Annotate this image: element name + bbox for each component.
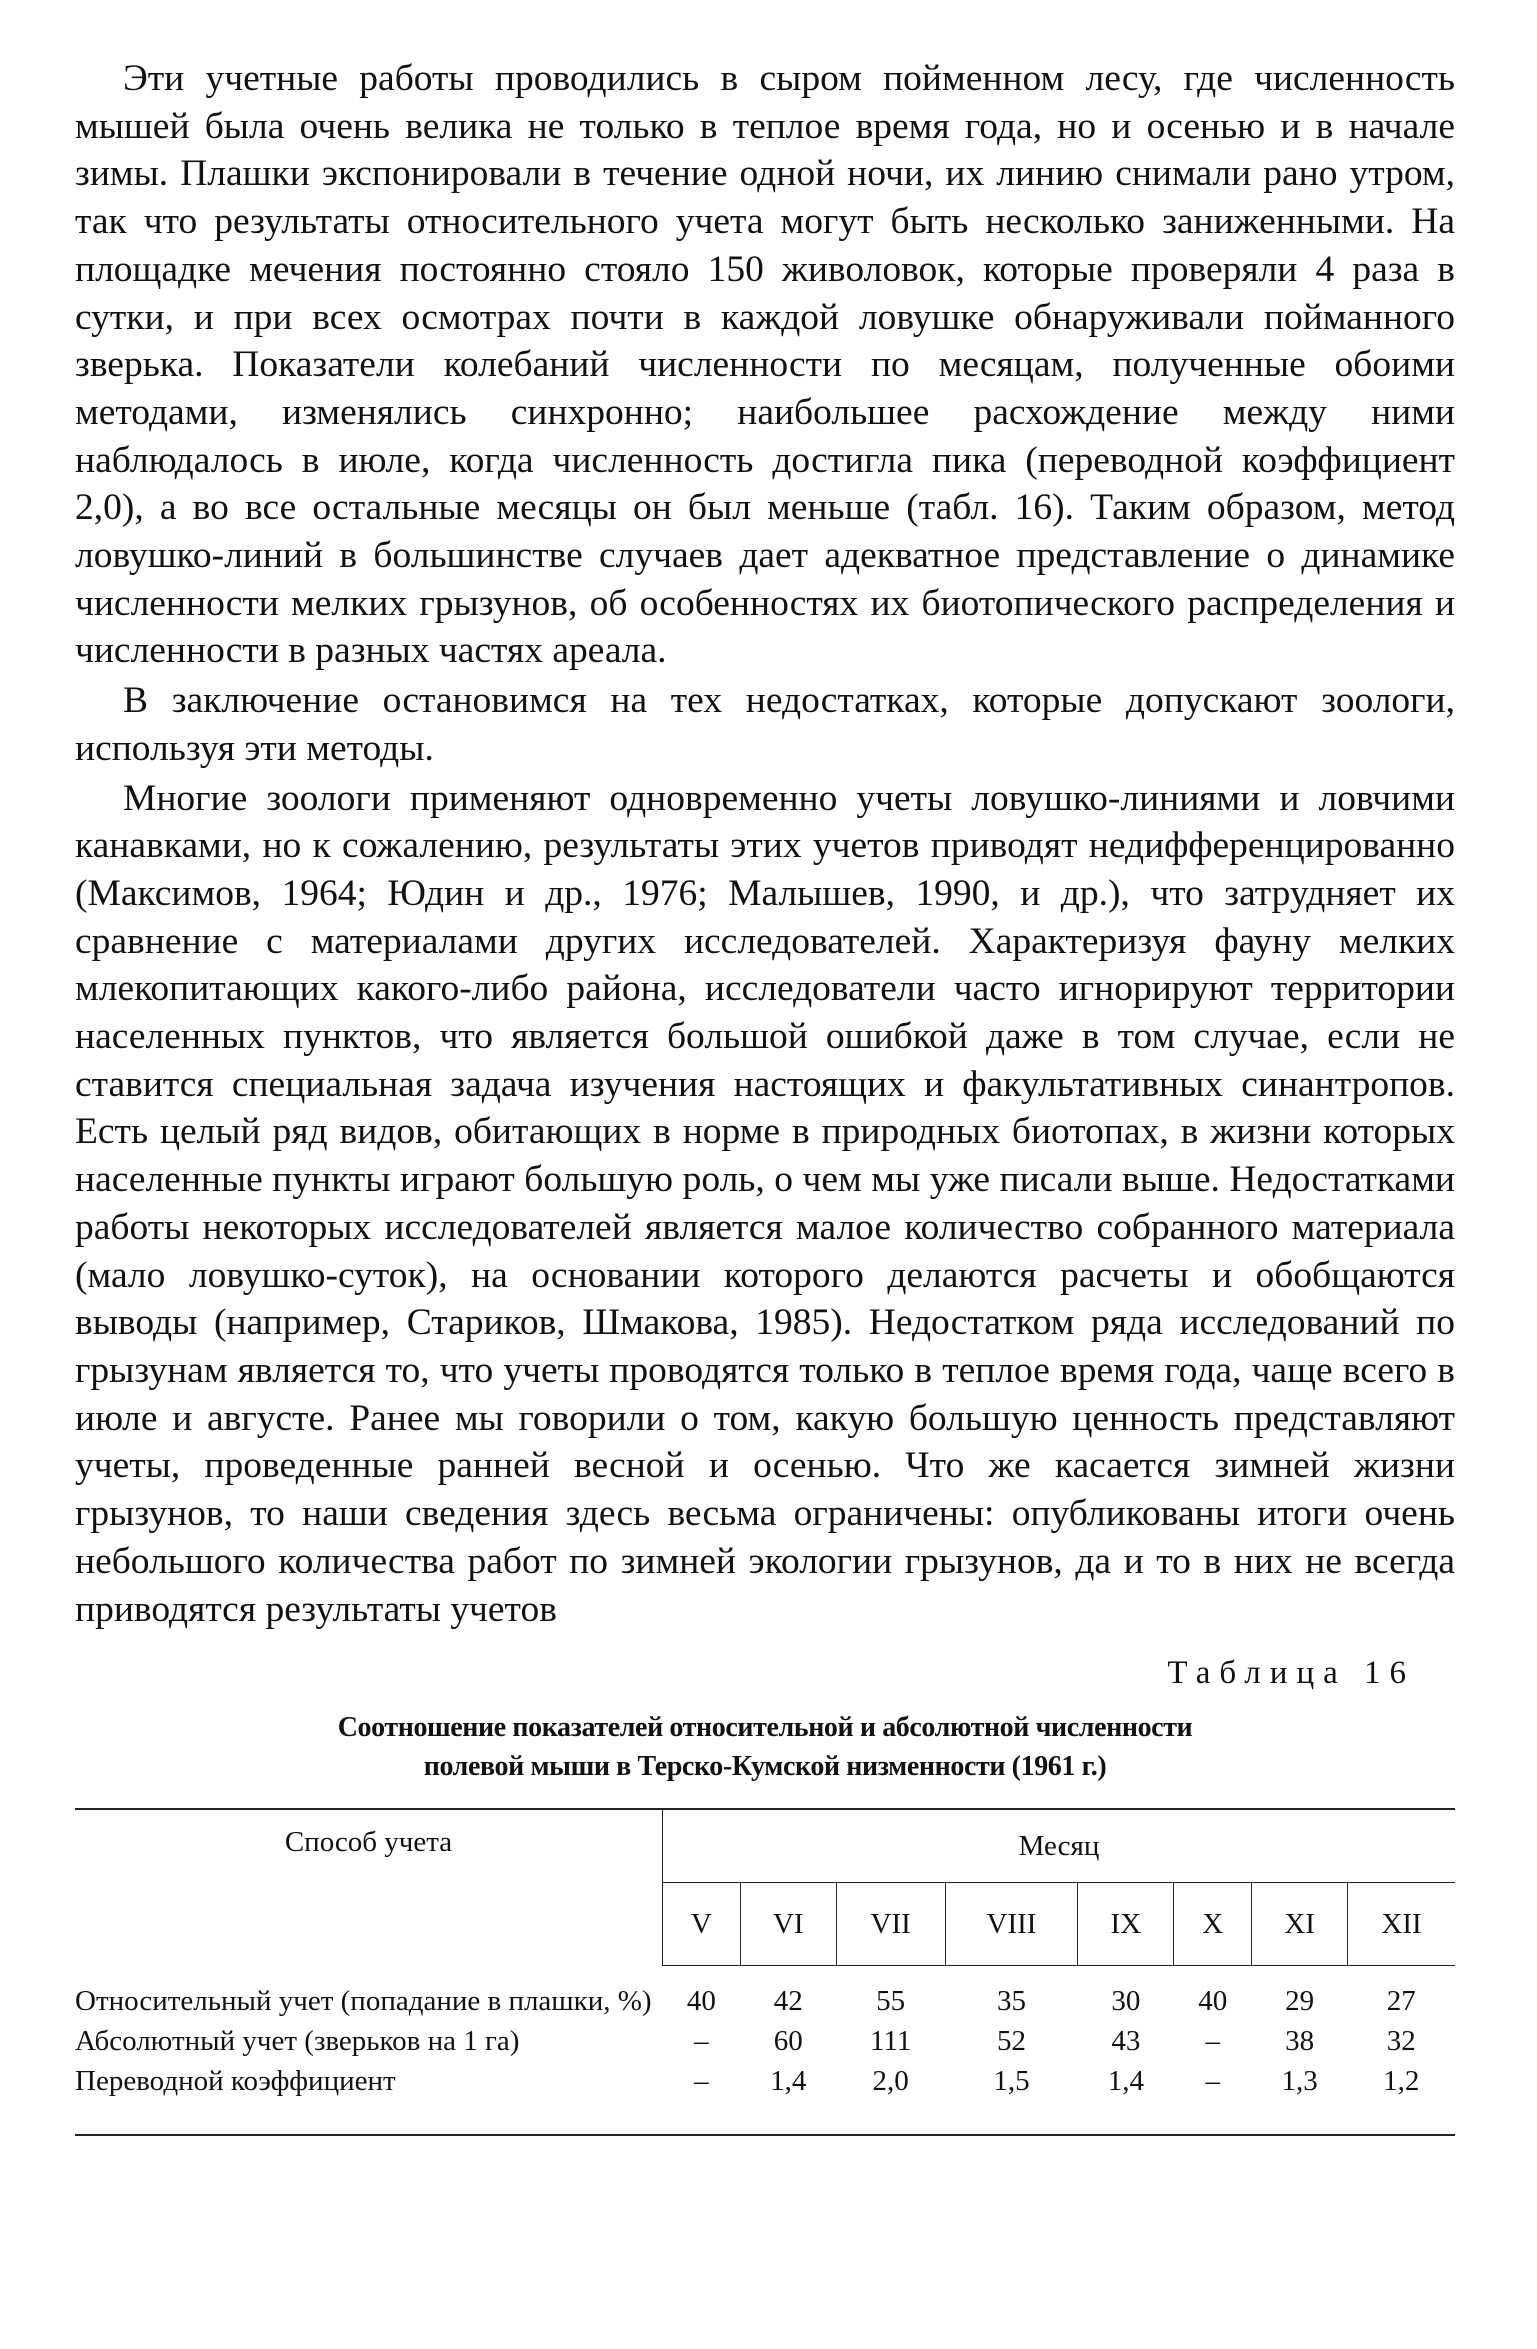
month-header: XI <box>1252 1883 1348 1966</box>
table-caption-line: полевой мыши в Терско-Кумской низменности (1961 г.) <box>423 1751 1107 1783</box>
paragraph: В заключение остановимся на тех недостатках, которые допускают зоологи, используя эти методы. <box>75 680 1455 769</box>
table-cell: 52 <box>996 2025 1026 2058</box>
table-cell: – <box>1205 2025 1220 2058</box>
month-header: X <box>1174 1883 1252 1966</box>
table-row <box>75 2061 1455 2134</box>
month-header: XII <box>1348 1883 1455 1966</box>
table-cell: 30 <box>1111 1985 1141 2018</box>
table-cell: 42 <box>773 1985 803 2018</box>
table-cell: 1,5 <box>993 2065 1030 2098</box>
data-table-wrapper <box>75 1808 1455 2136</box>
month-header: VII <box>836 1883 945 1966</box>
table-cell: 2,0 <box>872 2065 909 2098</box>
table-caption-line: Соотношение показателей относительной и абсолютной численности <box>337 1712 1193 1744</box>
table-cell: 55 <box>876 1985 906 2018</box>
paragraph: Многие зоологи применяют одновременно учеты ловушко-линиями и ловчими канавками, но к сожалению, результаты этих учетов приводят недифференцированно (Максимов, 1964; Юдин и др., 1976; Малышев, 1990, и др.), что затрудняет их сравнение с материалами других исследователей. Характеризуя фауну мелких млекопитающих какого-либо района, исследователи часто игнорируют территории населенных пунктов, что является большой ошибкой даже в том случае, если не ставится специальная задача изучения настоящих и факультативных синантропов. Есть целый ряд видов, обитающих в норме в природных биотопах, в жизни которых населенные пункты играют большую роль, о чем мы уже писали выше. Недостатками работы некоторых исследователей является малое количество собранного материала (мало ловушко-суток), на основании которого делаются расчеты и обобщаются выводы (например, Стариков, Шмакова, 1985). Недостатком ряда исследований по грызунам является то, что учеты проводятся только в теплое время года, чаще всего в июле и августе. Ранее мы говорили о том, какую большую ценность представляют учеты, проведенные ранней весной и осенью. Что же касается зимней жизни грызунов, то наши сведения здесь весьма ограничены: опубликованы итоги очень небольшого количества работ по зимней экологии грызунов, да и то в них не всегда приводятся результаты учетов <box>75 777 1455 1630</box>
row-label: Абсолютный учет (зверьков на 1 га) <box>75 2025 520 2058</box>
month-header: IX <box>1078 1883 1174 1966</box>
month-column-header: Месяц <box>663 1810 1456 1883</box>
table-cell: 27 <box>1386 1985 1416 2018</box>
table-cell: – <box>694 2025 709 2058</box>
table-cell: 38 <box>1285 2025 1315 2058</box>
table-cell: – <box>694 2065 709 2098</box>
table-cell: 1,2 <box>1383 2065 1420 2098</box>
table-cell: – <box>1205 2065 1220 2098</box>
table-cell: 1,4 <box>1107 2065 1144 2098</box>
table-row <box>75 1966 1455 2022</box>
table-cell: 40 <box>686 1985 716 2018</box>
month-header: VI <box>740 1883 836 1966</box>
table-cell: 29 <box>1285 1985 1315 2018</box>
table-cell: 43 <box>1111 2025 1141 2058</box>
table-cell: 1,4 <box>770 2065 807 2098</box>
table-cell: 60 <box>773 2025 803 2058</box>
table-cell: 32 <box>1386 2025 1416 2058</box>
table-cell: 40 <box>1198 1985 1228 2018</box>
row-label: Относительный учет (попадание в плашки, %) <box>75 1985 652 2018</box>
month-header: VIII <box>945 1883 1078 1966</box>
paragraph: Эти учетные работы проводились в сыром пойменном лесу, где численность мышей была очень велика не только в теплое время года, но и осенью и в начале зимы. Плашки экспонировали в течение одной ночи, их линию снимали рано утром, так что результаты относительного учета могут быть несколько заниженными. На площадке мечения постоянно стояло 150 живоловок, которые проверяли 4 раза в сутки, и при всех осмотрах почти в каждой ловушке обнаруживали пойманного зверька. Показатели колебаний численности по месяцам, полученные обоими методами, изменялись синхронно; наибольшее расхождение между ними наблюдалось в июле, когда численность достигла пика (переводной коэффициент 2,0), а во все остальные месяцы он был меньше (табл. 16). Таким образом, метод ловушко-линий в большинстве случаев дает адекватное представление о динамике численности мелких грызунов, об особенностях их биотопического распределения и численности в разных частях ареала. <box>75 58 1455 672</box>
table-row <box>75 2021 1455 2061</box>
table-number: Таблица 16 <box>1167 1655 1415 1692</box>
month-header: V <box>663 1883 741 1966</box>
table-cell: 111 <box>869 2025 912 2058</box>
table-cell: 1,3 <box>1281 2065 1318 2098</box>
data-table <box>75 1810 1455 2134</box>
method-column-header: Способ учета <box>75 1810 663 1966</box>
table-caption <box>75 1708 1455 1786</box>
row-label: Переводной коэффициент <box>75 2064 396 2097</box>
page <box>75 55 1455 2136</box>
table-cell: 35 <box>996 1985 1026 2018</box>
